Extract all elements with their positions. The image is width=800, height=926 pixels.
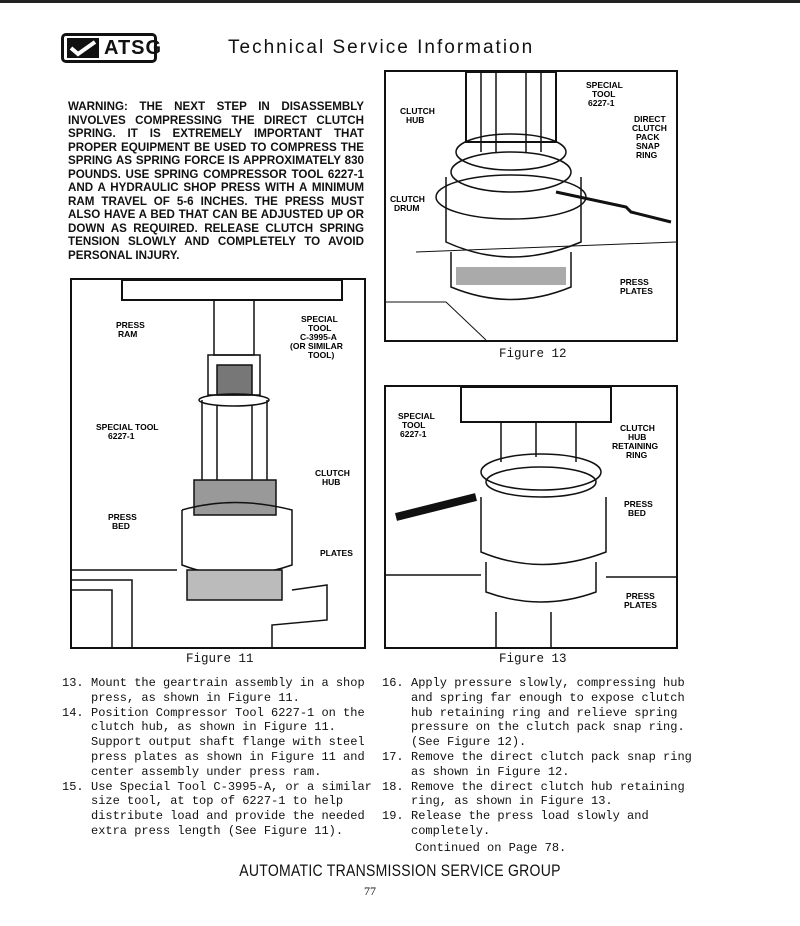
label-press-bed: PRESS BED <box>624 499 653 518</box>
label-direct-clutch-snap-ring: DIRECT CLUTCH PACK SNAP RING <box>632 114 667 160</box>
continued-note: Continued on Page 78. <box>415 841 567 855</box>
label-press-ram: PRESS RAM <box>116 320 145 339</box>
label-press-bed: PRESS BED <box>108 512 137 531</box>
step-item <box>382 809 707 839</box>
page-number: 77 <box>364 884 376 898</box>
step-item <box>382 750 707 780</box>
step-number: 17. <box>382 749 404 764</box>
checkmark-icon <box>67 38 99 58</box>
figure-11-caption: Figure 11 <box>186 652 254 666</box>
step-item <box>62 780 380 839</box>
step-text: Position Compressor Tool 6227-1 on the clutch hub, as shown in Figure 11. Support output shaft flange with steel press plates as shown in Figure 11 and center assembly under press ram. <box>91 705 365 779</box>
figure-13 <box>384 385 678 649</box>
step-number: 14. <box>62 705 84 720</box>
label-clutch-hub-retaining-ring: CLUTCH HUB RETAINING RING <box>612 423 659 460</box>
figure-12-caption: Figure 12 <box>499 347 567 361</box>
label-clutch-hub: CLUTCH HUB <box>315 468 350 487</box>
step-text: Remove the direct clutch pack snap ring as shown in Figure 12. <box>411 749 692 779</box>
figure-13-caption: Figure 13 <box>499 652 567 666</box>
step-text: Release the press load slowly and completely. <box>411 809 649 838</box>
steps-left <box>62 676 380 839</box>
step-text: Remove the direct clutch hub retaining ring, as shown in Figure 13. <box>411 779 685 809</box>
step-item <box>62 706 380 780</box>
step-number: 13. <box>62 676 84 690</box>
figure-12 <box>384 70 678 342</box>
step-text: Apply pressure slowly, compressing hub and spring far enough to expose clutch hub retaining ring and relieve spring pressure on the clutch pack snap ring. (See Figure 12). <box>411 676 685 750</box>
top-rule <box>0 0 800 3</box>
step-number: 15. <box>62 779 84 794</box>
step-item <box>382 780 707 810</box>
step-number: 16. <box>382 676 404 690</box>
label-clutch-hub: CLUTCH HUB <box>400 106 435 125</box>
label-press-plates: PRESS PLATES <box>620 277 653 296</box>
atsg-logo <box>61 33 163 63</box>
warning-text: WARNING: THE NEXT STEP IN DISASSEMBLY INVOLVES COMPRESSING THE DIRECT CLUTCH SPRING. IT IS EXTREMELY IMPORTANT THAT PROPER EQUIPMENT BE USED TO COMPRESS THE SPRING AS SPRING FORCE IS APPROXIMATELY 830 POUNDS. USE SPRING COMPRESSOR TOOL 6227-1 AND A HYDRAULIC SHOP PRESS WITH A MINIMUM RAM TRAVEL OF 5-6 INCHES. THE PRESS MUST ALSO HAVE A BED THAT CAN BE ADJUSTED UP OR DOWN AS REQUIRED. RELEASE CLUTCH SPRING TENSION SLOWLY AND COMPLETELY TO AVOID PERSONAL INJURY. <box>68 100 364 262</box>
label-press-plates: PRESS PLATES <box>624 591 657 610</box>
label-special-tool: SPECIAL TOOL 6227-1 <box>398 411 435 439</box>
header-title: Technical Service Information <box>228 37 535 58</box>
step-item <box>382 676 707 750</box>
step-text: Use Special Tool C-3995-A, or a similar size tool, at top of 6227-1 to help distribute load and provide the needed extra press length (See Figure 11). <box>91 779 372 838</box>
step-item <box>62 676 380 706</box>
label-special-tool: SPECIAL TOOL 6227-1 <box>586 80 623 108</box>
figure-12-illustration <box>386 72 676 340</box>
label-special-tool-6227: SPECIAL TOOL 6227-1 <box>96 422 159 441</box>
footer-title: AUTOMATIC TRANSMISSION SERVICE GROUP <box>239 862 561 880</box>
label-clutch-drum: CLUTCH DRUM <box>390 194 425 213</box>
label-special-tool-c3995a: SPECIAL TOOL C-3995-A (OR SIMILAR TOOL) <box>290 314 343 360</box>
steps-right <box>382 676 707 839</box>
step-number: 18. <box>382 779 404 794</box>
figure-13-illustration <box>386 387 676 647</box>
figure-11 <box>70 278 366 649</box>
figure-11-illustration <box>72 280 364 647</box>
label-plates: PLATES <box>320 548 353 558</box>
step-number: 19. <box>382 809 404 824</box>
step-text: Mount the geartrain assembly in a shop press, as shown in Figure 11. <box>91 676 365 705</box>
logo-text: ATSG <box>104 36 163 59</box>
